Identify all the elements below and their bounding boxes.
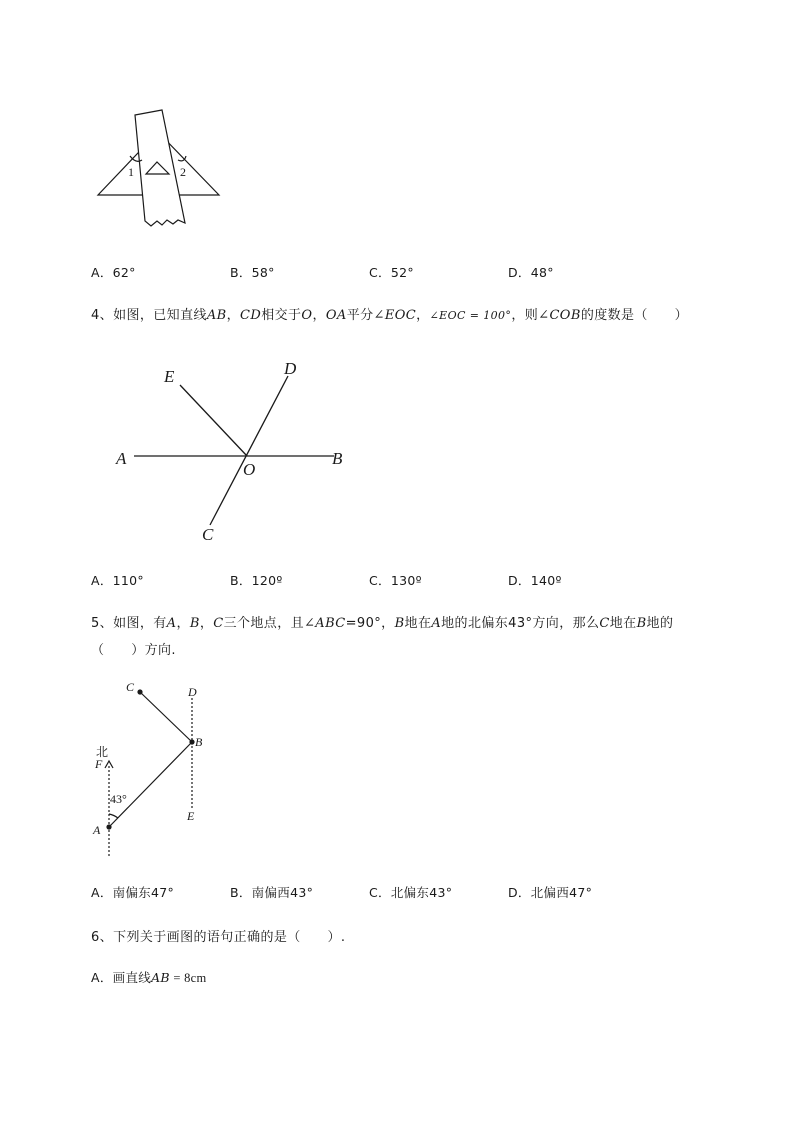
q4-label-b: B — [332, 449, 343, 468]
q5-label-e: E — [187, 809, 195, 823]
q4-ray-oe — [180, 385, 247, 456]
q5-option-c[interactable]: C．北偏东43° — [369, 885, 453, 900]
q4-label-c: C — [202, 525, 214, 544]
q5-option-d[interactable]: D．北偏西47° — [508, 885, 593, 900]
q4-option-b[interactable]: B．120º — [230, 573, 283, 588]
q5-option-b[interactable]: B．南偏西43° — [230, 885, 314, 900]
q5-point-b — [189, 739, 194, 744]
q5-figure — [88, 676, 228, 861]
q5-label-angle: 43° — [110, 792, 127, 806]
q6-stem: 6、下列关于画图的语句正确的是（ ）. — [91, 930, 346, 945]
q3-angle2-label: 2 — [180, 165, 186, 179]
q5-label-d: D — [188, 685, 197, 699]
q4-figure — [110, 350, 360, 550]
q5-angle-arc — [109, 814, 118, 818]
q5-segment-bc — [140, 692, 192, 742]
q3-option-c[interactable]: C．52° — [369, 265, 414, 280]
q4-label-e: E — [164, 367, 175, 386]
q3-angle1-label: 1 — [128, 165, 134, 179]
q3-figure — [90, 100, 230, 230]
q5-segment-ab — [109, 742, 192, 827]
q4-label-a: A — [116, 449, 127, 468]
q5-option-a[interactable]: A．南偏东47° — [91, 885, 175, 900]
q3-option-b[interactable]: B．58° — [230, 265, 275, 280]
q4-option-a[interactable]: A．110° — [91, 573, 144, 588]
q4-line-cd — [210, 376, 288, 525]
q4-label-o: O — [243, 460, 256, 479]
q5-stem-line1: 5、如图，有A，B，C三个地点，且∠ABC=90°，B地在A地的北偏东43°方向，那么C地在B地的 — [91, 616, 674, 631]
q3-option-d[interactable]: D．48° — [508, 265, 554, 280]
q5-label-c: C — [126, 680, 135, 694]
q5-point-c — [137, 689, 142, 694]
q5-label-north: 北 — [96, 745, 109, 759]
q4-label-d: D — [284, 359, 297, 378]
q5-label-b: B — [195, 735, 203, 749]
q5-label-f: F — [95, 757, 103, 771]
q4-option-c[interactable]: C．130º — [369, 573, 422, 588]
q4-option-d[interactable]: D．140º — [508, 573, 562, 588]
q4-stem: 4、如图，已知直线AB，CD相交于O，OA平分∠EOC，∠EOC = 100°，则∠COB的度数是（ ） — [91, 308, 689, 323]
q5-point-a — [106, 824, 111, 829]
q5-stem-line2: （ ）方向. — [91, 643, 176, 658]
q6-option-a[interactable]: A．画直线AB = 8cm — [91, 970, 207, 985]
q3-option-a[interactable]: A．62° — [91, 265, 136, 280]
q5-label-a: A — [93, 823, 101, 837]
